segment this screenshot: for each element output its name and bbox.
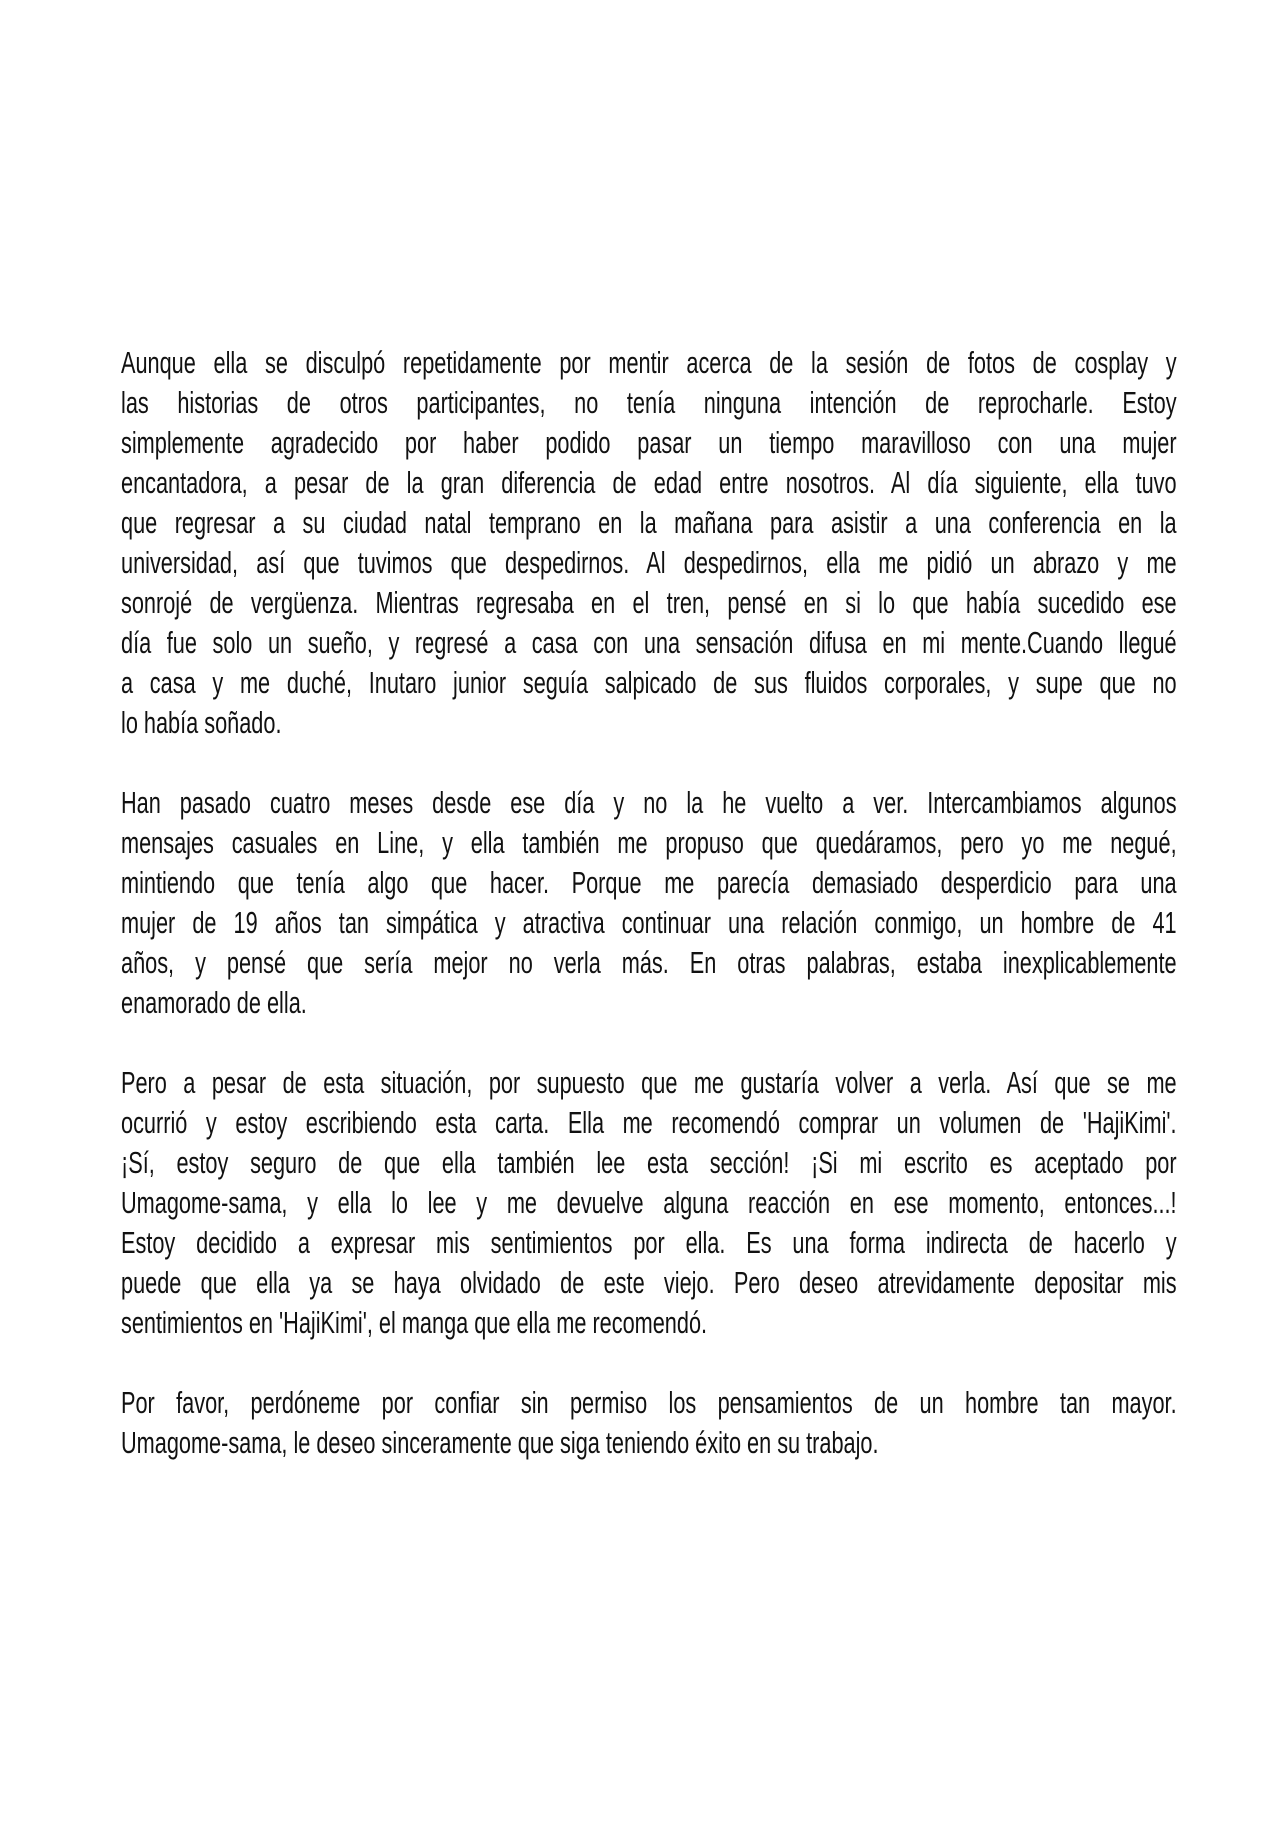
paragraph bbox=[121, 783, 1177, 1023]
text-line: enamorado de ella. bbox=[121, 985, 307, 1020]
text-line: que regresar a su ciudad natal temprano en la mañana para asistir a una conferencia en la bbox=[121, 505, 1177, 540]
text-line: lo había soñado. bbox=[121, 705, 282, 740]
text-line: Umagome-sama, y ella lo lee y me devuelve alguna reacción en ese momento, entonces...! bbox=[121, 1185, 1177, 1220]
text-line: mensajes casuales en Line, y ella también me propuso que quedáramos, pero yo me negué, bbox=[121, 825, 1177, 860]
text-line: Han pasado cuatro meses desde ese día y no la he vuelto a ver. Intercambiamos algunos bbox=[121, 785, 1177, 820]
text-line: sonrojé de vergüenza. Mientras regresaba en el tren, pensé en si lo que había sucedido ese bbox=[121, 585, 1177, 620]
text-line: Umagome-sama, le deseo sinceramente que siga teniendo éxito en su trabajo. bbox=[121, 1425, 879, 1460]
text-line: Pero a pesar de esta situación, por supuesto que me gustaría volver a verla. Así que se me bbox=[121, 1065, 1177, 1100]
paragraph bbox=[121, 1063, 1177, 1343]
text-line: Estoy decidido a expresar mis sentimientos por ella. Es una forma indirecta de hacerlo y bbox=[121, 1225, 1177, 1260]
paragraph bbox=[121, 1383, 1177, 1463]
text-line: día fue solo un sueño, y regresé a casa con una sensación difusa en mi mente.Cuando llegué bbox=[121, 625, 1177, 660]
text-line: años, y pensé que sería mejor no verla más. En otras palabras, estaba inexplicablemente bbox=[121, 945, 1177, 980]
text-line: Por favor, perdóneme por confiar sin permiso los pensamientos de un hombre tan mayor. bbox=[121, 1385, 1177, 1420]
text-line: a casa y me duché, Inutaro junior seguía salpicado de sus fluidos corporales, y supe que no bbox=[121, 665, 1177, 700]
text-line: ¡Sí, estoy seguro de que ella también lee esta sección! ¡Si mi escrito es aceptado por bbox=[121, 1145, 1177, 1180]
text-line: universidad, así que tuvimos que despedirnos. Al despedirnos, ella me pidió un abrazo y me bbox=[121, 545, 1177, 580]
text-line: mintiendo que tenía algo que hacer. Porque me parecía demasiado desperdicio para una bbox=[121, 865, 1177, 900]
text-line: las historias de otros participantes, no tenía ninguna intención de reprocharle. Estoy bbox=[121, 385, 1177, 420]
text-line: simplemente agradecido por haber podido pasar un tiempo maravilloso con una mujer bbox=[121, 425, 1177, 460]
text-line: encantadora, a pesar de la gran diferencia de edad entre nosotros. Al día siguiente, ella tuvo bbox=[121, 465, 1177, 500]
letter-page bbox=[121, 343, 1177, 1503]
text-line: Aunque ella se disculpó repetidamente por mentir acerca de la sesión de fotos de cosplay y bbox=[121, 345, 1177, 380]
text-line: ocurrió y estoy escribiendo esta carta. Ella me recomendó comprar un volumen de 'HajiKimi'. bbox=[121, 1105, 1177, 1140]
text-line: puede que ella ya se haya olvidado de este viejo. Pero deseo atrevidamente depositar mis bbox=[121, 1265, 1177, 1300]
text-line: sentimientos en 'HajiKimi', el manga que ella me recomendó. bbox=[121, 1305, 708, 1340]
text-line: mujer de 19 años tan simpática y atractiva continuar una relación conmigo, un hombre de 41 bbox=[121, 905, 1177, 940]
paragraph bbox=[121, 343, 1177, 743]
